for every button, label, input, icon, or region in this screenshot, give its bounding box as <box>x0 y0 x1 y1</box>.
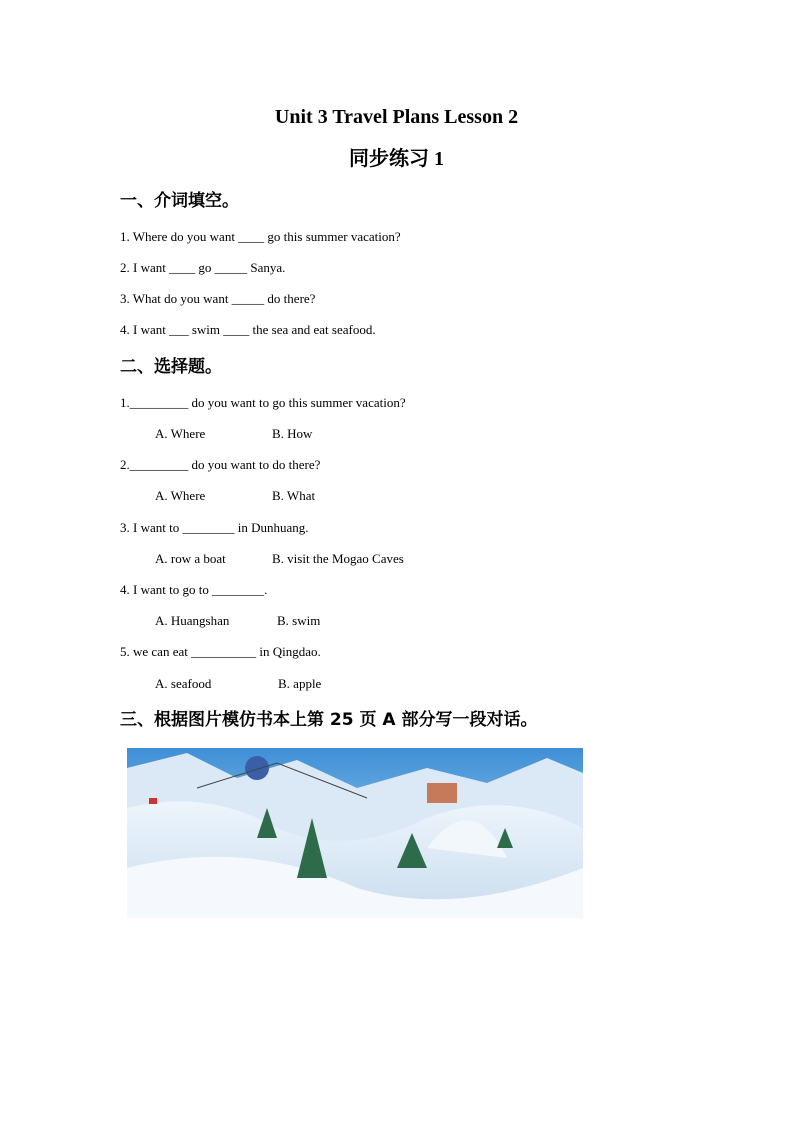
section3-heading: 三、根据图片模仿书本上第 25 页 A 部分写一段对话。 <box>120 710 538 730</box>
fill-question-1: 1. Where do you want ____ go this summer vacation? <box>120 229 401 244</box>
section2-heading: 二、选择题。 <box>120 357 222 377</box>
choice-2-option-b: B. What <box>272 488 316 503</box>
choice-5-option-b: B. apple <box>278 676 322 691</box>
fill-question-3: 3. What do you want _____ do there? <box>120 291 316 306</box>
choice-4-option-b: B. swim <box>277 613 321 628</box>
choice-5-option-a: A. seafood <box>155 676 212 691</box>
choice-1-option-a: A. Where <box>155 426 206 441</box>
choice-question-5: 5. we can eat __________ in Qingdao. <box>120 644 321 659</box>
choice-question-3: 3. I want to ________ in Dunhuang. <box>120 520 309 535</box>
document-subtitle: 同步练习 1 <box>349 148 444 170</box>
choice-2-option-a: A. Where <box>155 488 206 503</box>
snowy-mountain-illustration <box>127 748 583 918</box>
choice-question-1: 1._________ do you want to go this summer vacation? <box>120 395 406 410</box>
choice-4-option-a: A. Huangshan <box>155 613 230 628</box>
choice-question-2: 2._________ do you want to do there? <box>120 457 321 472</box>
choice-1-option-b: B. How <box>272 426 313 441</box>
fill-question-2: 2. I want ____ go _____ Sanya. <box>120 260 286 275</box>
choice-3-option-b: B. visit the Mogao Caves <box>272 551 404 566</box>
choice-3-option-a: A. row a boat <box>155 551 226 566</box>
section1-heading: 一、介词填空。 <box>120 191 239 211</box>
document-title: Unit 3 Travel Plans Lesson 2 <box>274 106 519 128</box>
fill-question-4: 4. I want ___ swim ____ the sea and eat seafood. <box>120 322 376 337</box>
choice-question-4: 4. I want to go to ________. <box>120 582 268 597</box>
